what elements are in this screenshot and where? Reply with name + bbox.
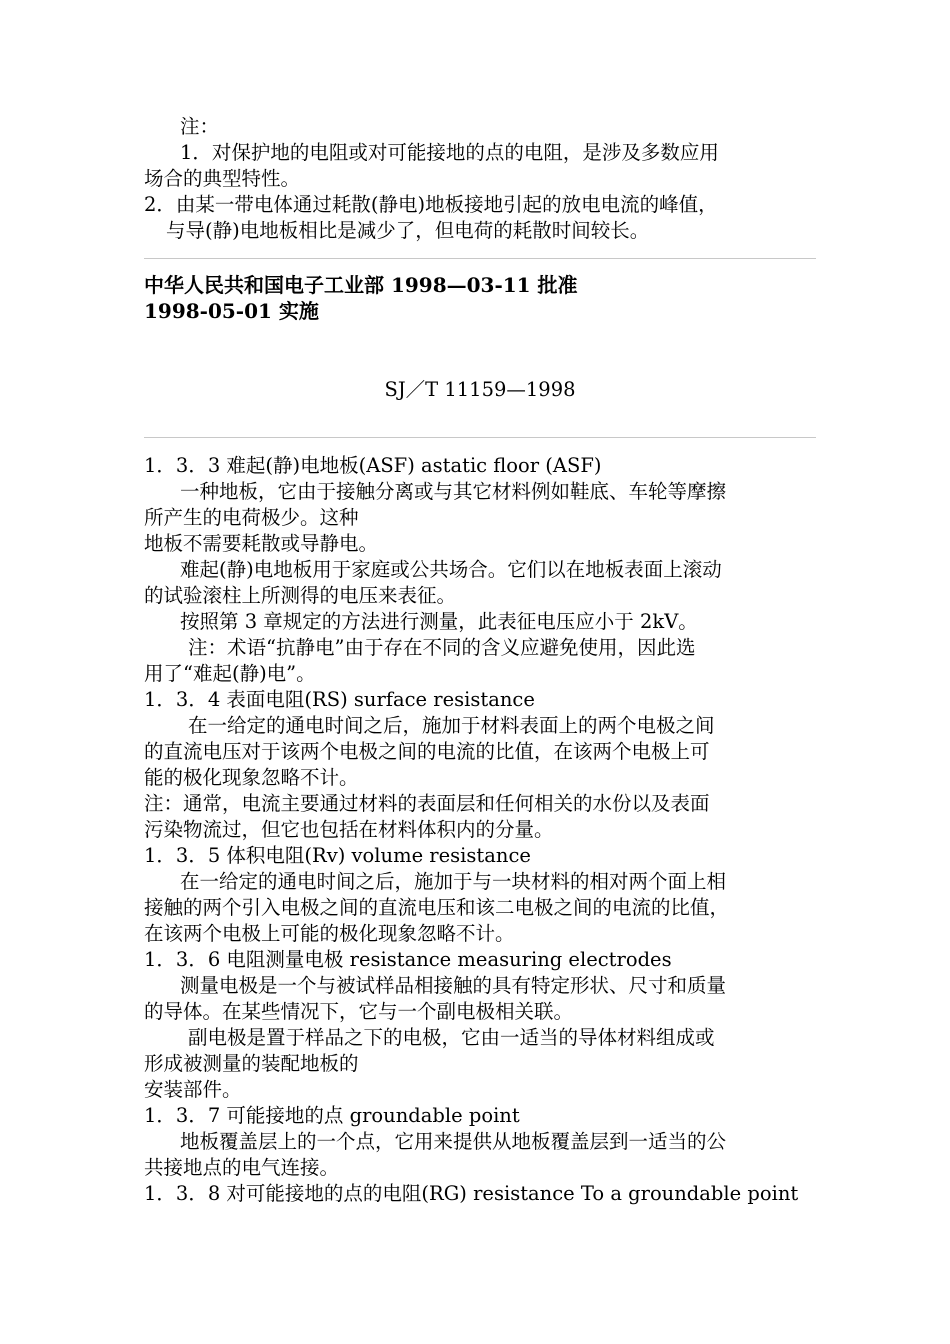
paragraph-line: 一种地板，它由于接触分离或与其它材料例如鞋底、车轮等摩擦 — [180, 480, 727, 503]
note-line: 污染物流过，但它也包括在材料体积内的分量。 — [144, 818, 554, 841]
paragraph-line: 的试验滚柱上所测得的电压来表征。 — [144, 584, 457, 607]
note-1-line-2: 场合的典型特性。 — [144, 167, 301, 190]
paragraph-line: 在一给定的通电时间之后，施加于与一块材料的相对两个面上相 — [180, 870, 727, 893]
section-1-3-6-title: 1．3．6 电阻测量电极 resistance measuring electrodes — [144, 948, 672, 971]
paragraph-line: 测量电极是一个与被试样品相接触的具有特定形状、尺寸和质量 — [180, 974, 727, 997]
paragraph-line: 在该两个电极上可能的极化现象忽略不计。 — [144, 922, 515, 945]
paragraph-line: 副电极是置于样品之下的电极，它由一适当的导体材料组成或 — [188, 1026, 715, 1049]
paragraph-line: 共接地点的电气连接。 — [144, 1156, 340, 1179]
note-2-line-1: 2．由某一带电体通过耗散(静电)地板接地引起的放电电流的峰值， — [144, 193, 718, 216]
section-1-3-3-title: 1．3．3 难起(静)电地板(ASF) astatic floor (ASF) — [144, 454, 602, 477]
document-page — [144, 114, 816, 1207]
paragraph-line: 接触的两个引入电极之间的直流电压和该二电极之间的电流的比值， — [144, 896, 730, 919]
paragraph-line: 在一给定的通电时间之后，施加于材料表面上的两个电极之间 — [188, 714, 715, 737]
paragraph-line: 地板不需要耗散或导静电。 — [144, 532, 379, 555]
paragraph-line: 按照第 3 章规定的方法进行测量，此表征电压应小于 2kV。 — [180, 610, 698, 633]
note-1-line-1: 1．对保护地的电阻或对可能接地的点的电阻，是涉及多数应用 — [180, 141, 719, 164]
paragraph-line: 形成被测量的装配地板的 — [144, 1052, 359, 1075]
section-1-3-4-title: 1．3．4 表面电阻(RS) surface resistance — [144, 688, 535, 711]
paragraph-line: 地板覆盖层上的一个点，它用来提供从地板覆盖层到一适当的公 — [180, 1130, 727, 1153]
paragraph-line: 的直流电压对于该两个电极之间的电流的比值，在该两个电极上可 — [144, 740, 710, 763]
effective-date-line: 1998-05-01 实施 — [144, 299, 319, 323]
paragraph-line: 难起(静)电地板用于家庭或公共场合。它们以在地板表面上滚动 — [180, 558, 722, 581]
paragraph-line: 安装部件。 — [144, 1078, 242, 1101]
note-line: 注：术语“抗静电”由于存在不同的含义应避免使用，因此选 — [188, 636, 696, 659]
section-1-3-5-title: 1．3．5 体积电阻(Rv) volume resistance — [144, 844, 531, 867]
note-heading: 注： — [180, 115, 220, 138]
section-1-3-8-title: 1．3．8 对可能接地的点的电阻(RG) resistance To a groundable point — [144, 1182, 799, 1205]
note-line: 用了“难起(静)电”。 — [144, 662, 316, 685]
section-1-3-7-title: 1．3．7 可能接地的点 groundable point — [144, 1104, 520, 1127]
note-2-line-2: 与导(静)电地板相比是减少了，但电荷的耗散时间较长。 — [166, 219, 650, 242]
paragraph-line: 能的极化现象忽略不计。 — [144, 766, 359, 789]
paragraph-line: 所产生的电荷极少。这种 — [144, 506, 359, 529]
standard-code: SJ／T 11159—1998 — [384, 378, 576, 401]
note-line: 注：通常，电流主要通过材料的表面层和任何相关的水份以及表面 — [144, 792, 710, 815]
approval-line: 中华人民共和国电子工业部 1998—03-11 批准 — [144, 273, 578, 297]
paragraph-line: 的导体。在某些情况下，它与一个副电极相关联。 — [144, 1000, 574, 1023]
